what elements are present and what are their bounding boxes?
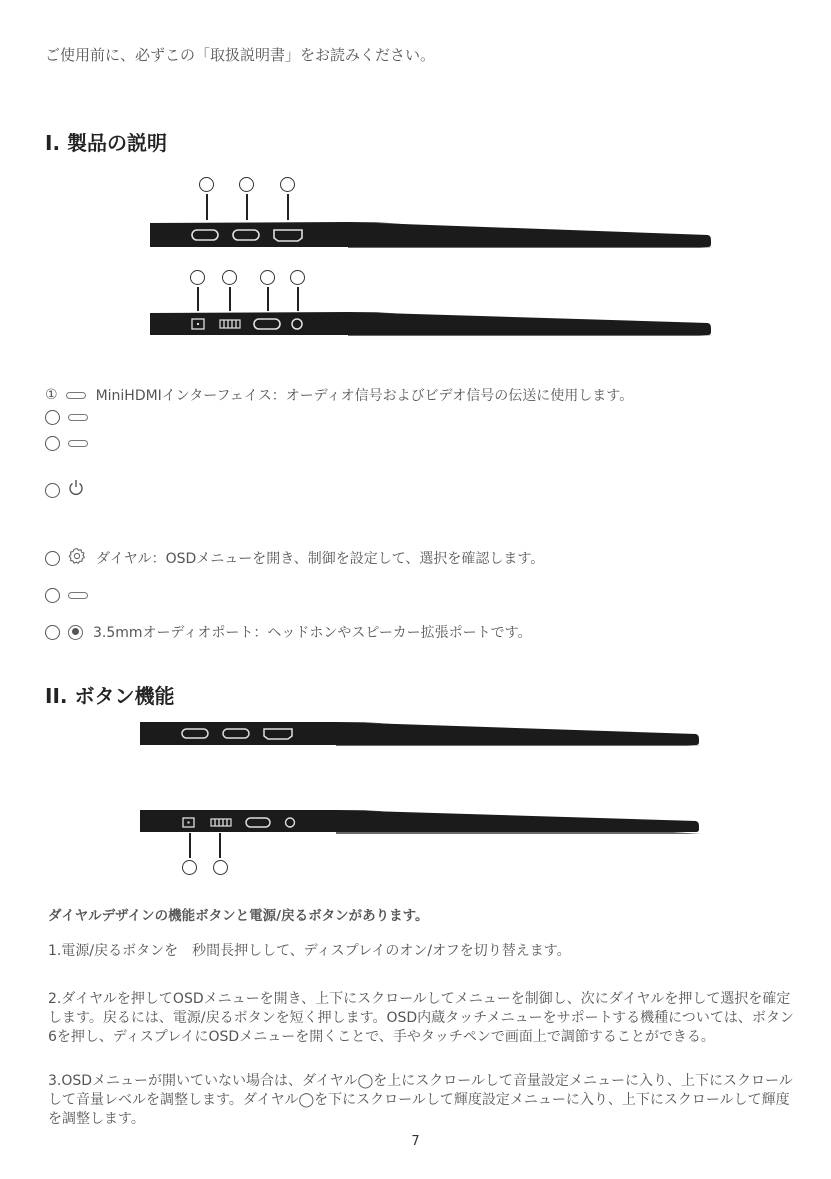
item-text: ダイヤル：OSDメニューを開き、制御を設定して、選択を確認します。 [96,551,545,567]
port-icon [66,392,86,399]
power-icon [68,479,84,501]
callout-circle [182,860,197,875]
callout-circle [222,270,237,285]
page-number: 7 [411,1134,420,1149]
item-number [45,410,60,425]
section-title-buttons: II. ボタン機能 [45,684,175,708]
item-number: ① [45,387,58,403]
callout-line [189,833,191,858]
callout-circle [199,177,214,192]
instruction-paragraph-3: 3.OSDメニューが開いていない場合は、ダイヤル◯を上にスクロールして音量設定メニューに入り、上下にスクロールして音量レベルを調整します。ダイヤル◯を下にスクロールして輝度設定メニューに入り、上下にスクロールして輝度を調整します。 [48,1073,793,1127]
callout-line [219,833,221,858]
callout-line [206,194,208,220]
list-item [45,385,633,405]
list-item [45,622,531,642]
gear-icon [68,547,86,569]
list-item [45,479,94,501]
callout-line [297,287,299,311]
port-icon [68,592,88,599]
callout-circle [213,860,228,875]
callout-circle [239,177,254,192]
port-icon [68,440,88,447]
list-item [45,547,544,569]
callout-line [287,194,289,220]
list-item [45,436,98,451]
monitor-side-view-top-2 [138,720,703,750]
item-number [45,551,60,566]
item-text: MiniHDMIインターフェイス：オーディオ信号およびビデオ信号の伝送に使用します。 [95,388,634,404]
item-number [45,588,60,603]
port-icon [68,414,88,421]
item-number [45,625,60,640]
callout-circle [290,270,305,285]
callout-line [267,287,269,311]
item-text: 3.5mmオーディオポート：ヘッドホンやスピーカー拡張ポートです。 [93,625,532,641]
item-number [45,483,60,498]
buttons-subheading: ダイヤルデザインの機能ボタンと電源/戻るボタンがあります。 [48,908,429,924]
instruction-paragraph-2: 2.ダイヤルを押してOSDメニューを開き、上下にスクロールしてメニューを制御し、次にダイヤルを押して選択を確定します。戻るには、電源/戻るボタンを短く押します。OSD内蔵タッチメニューをサポートする機種については、ボタン6を押し、ディスプレイにOSDメニューを開くことで、手やタッチペンで画面上で調節することができる。 [48,991,794,1045]
audio-port-icon [68,625,83,640]
section-title-product: I. 製品の説明 [45,131,168,155]
callout-circle [280,177,295,192]
callout-line [246,194,248,220]
callout-circle [260,270,275,285]
instruction-paragraph-1: 1.電源/戻るボタンを 秒間長押しして、ディスプレイのオン/オフを切り替えます。 [48,943,571,959]
monitor-side-view-bottom-2 [138,808,703,838]
callout-line [197,287,199,311]
monitor-side-view-top [148,220,713,252]
callout-circle [190,270,205,285]
list-item [45,588,98,603]
callout-line [229,287,231,311]
list-item [45,410,98,425]
monitor-side-view-bottom [148,310,713,340]
item-number [45,436,60,451]
intro-text: ご使用前に、必ずこの「取扱説明書」をお読みください。 [45,46,436,64]
